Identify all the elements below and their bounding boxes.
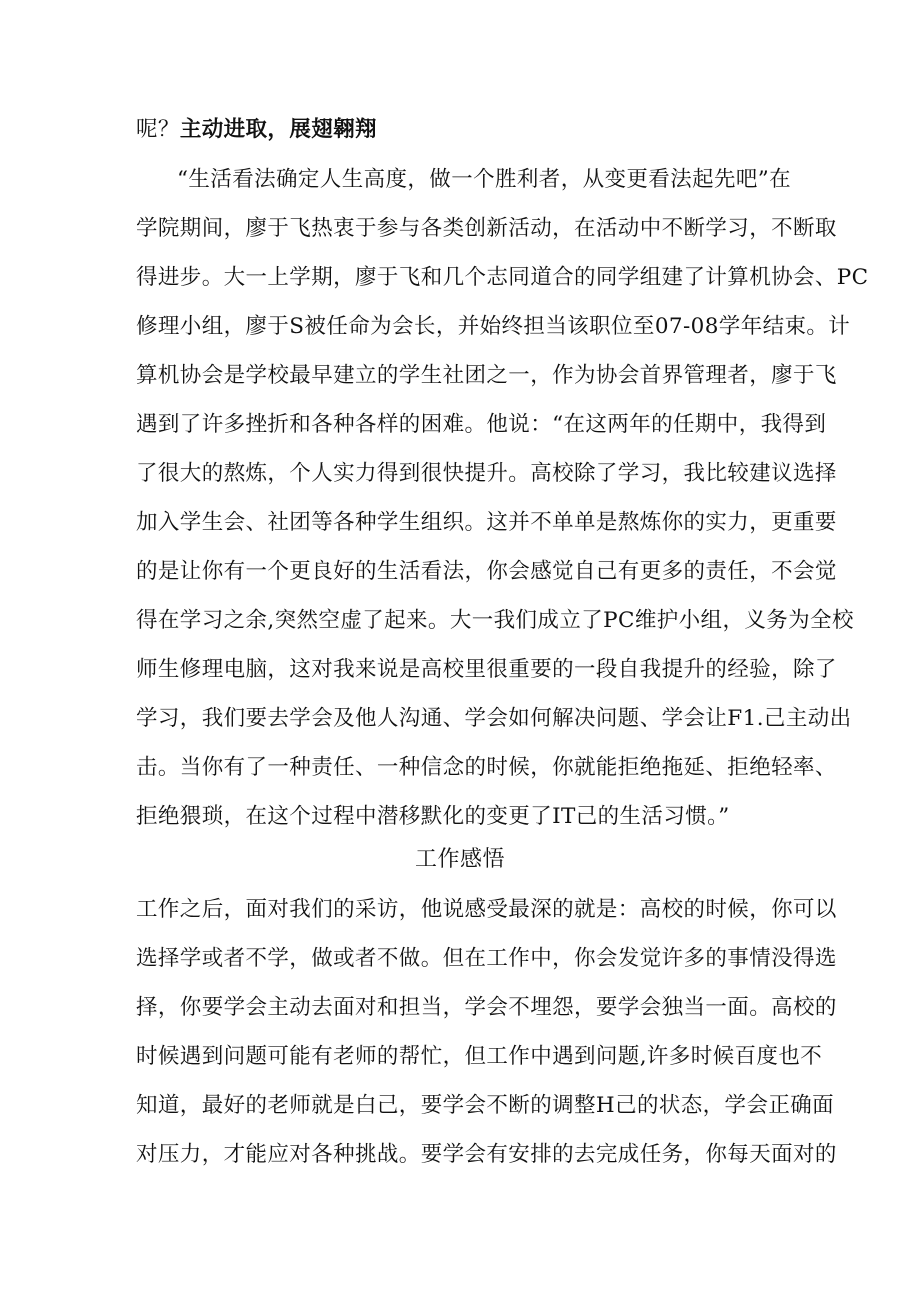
paragraph-line: 修理小组，廖于S被任命为会长，并始终担当该职位至07-08学年结束。计 (136, 314, 851, 339)
paragraph-line: 了很大的熬炼，个人实力得到很快提升。高校除了学习，我比较建议选择 (136, 461, 837, 486)
section-heading-work: 工作感悟 (414, 847, 505, 872)
paragraph-line: 对压力，才能应对各种挑战。要学会有安排的去完成任务，你每天面对的 (136, 1142, 837, 1167)
paragraph-line: 学院期间，廖于飞热衷于参与各类创新活动，在活动中不断学习，不断取 (136, 216, 837, 241)
paragraph-line: 击。当你有了一种责任、一种信念的时候，你就能拒绝拖延、拒绝轻率、 (136, 755, 837, 780)
paragraph-line: 拒绝猥琐，在这个过程中潜移默化的变更了IT己的生活习惯。” (136, 804, 730, 829)
section-heading-line (136, 116, 786, 144)
paragraph-line: 加入学生会、社团等各种学生组织。这并不单单是熬炼你的实力，更重要 (136, 510, 837, 535)
paragraph-line: 选择学或者不学，做或者不做。但在工作中，你会发觉许多的事情没得选 (136, 946, 837, 971)
paragraph-line: 的是让你有一个更良好的生活看法，你会感觉自己有更多的责任，不会觉 (136, 559, 837, 584)
section-heading: 主动进取，展翅翱翔 (179, 117, 377, 142)
paragraph-line: 学习，我们要去学会及他人沟通、学会如何解决问题、学会让F1.己主动出 (136, 706, 852, 731)
paragraph-line: 知道，最好的老师就是白己，要学会不断的调整H己的状态，学会正确面 (136, 1093, 835, 1118)
paragraph-line: 算机协会是学校最早建立的学生社团之一，作为协会首界管理者，廖于飞 (136, 363, 837, 388)
heading-prefix: 呢？ (136, 117, 180, 142)
paragraph-line: 得进步。大一上学期，廖于飞和几个志同道合的同学组建了计算机协会、PC (136, 265, 869, 290)
paragraph-line: 遇到了许多挫折和各种各样的困难。他说：“在这两年的任期中，我得到 (136, 412, 827, 437)
paragraph-line: “生活看法确定人生高度，做一个胜利者，从变更看法起先吧”在 (177, 167, 792, 192)
paragraph-line: 时候遇到问题可能有老师的帮忙，但工作中遇到问题,许多时候百度也不 (136, 1044, 823, 1069)
paragraph-line: 择，你要学会主动去面对和担当，学会不埋怨，要学会独当一面。高校的 (136, 995, 837, 1020)
paragraph-line: 师生修理电脑，这对我来说是高校里很重要的一段自我提升的经验，除了 (136, 657, 837, 682)
paragraph-line: 得在学习之余,突然空虚了起来。大一我们成立了PC维护小组，义务为全校 (136, 608, 854, 633)
paragraph-line: 工作之后，面对我们的采访，他说感受最深的就是：高校的时候，你可以 (136, 897, 837, 922)
